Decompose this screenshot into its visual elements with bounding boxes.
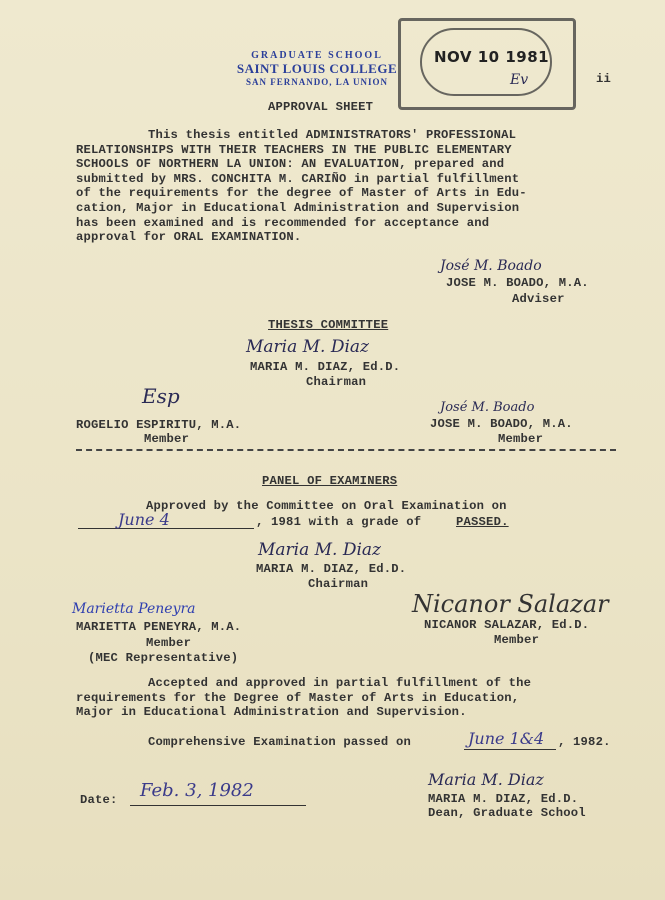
body-line: has been examined and is recommended for acceptance and (76, 215, 490, 230)
body-line: cation, Major in Educational Administration and Supervision (76, 200, 520, 215)
panel-member2-role: Member (494, 633, 540, 647)
committee-member2-role: Member (498, 432, 544, 446)
committee-chairman-signature: Maria M. Diaz (246, 337, 370, 357)
body-line: of the requirements for the degree of Master of Arts in Edu- (76, 186, 527, 201)
committee-chairman-name: MARIA M. DIAZ, Ed.D. (250, 360, 401, 374)
panel-member1-name: MARIETTA PENEYRA, M.A. (76, 620, 242, 634)
panel-member2-signature: Nicanor Salazar (412, 590, 609, 618)
panel-grade: PASSED. (456, 515, 509, 529)
panel-approved-text: Approved by the Committee on Oral Examination on (146, 499, 507, 513)
committee-member2-name: JOSE M. BOADO, M.A. (430, 417, 573, 431)
acceptance-line: Accepted and approved in partial fulfillment of the (148, 676, 532, 690)
committee-member1-signature: Esp (142, 384, 180, 408)
page-number: ii (596, 72, 612, 86)
panel-chairman-signature: Maria M. Diaz (258, 540, 382, 560)
letterhead-line-1: GRADUATE SCHOOL (251, 50, 383, 61)
committee-member1-role: Member (144, 432, 190, 446)
date-line (130, 805, 306, 806)
body-line: SCHOOLS OF NORTHERN LA UNION: AN EVALUATION, prepared and (76, 157, 505, 172)
panel-chairman-name: MARIA M. DIAZ, Ed.D. (256, 562, 407, 576)
panel-heading: PANEL OF EXAMINERS (262, 474, 398, 488)
panel-member1-signature: Marietta Peneyra (72, 601, 196, 617)
letterhead-line-3: SAN FERNANDO, LA UNION (245, 77, 388, 87)
acceptance-line: Major in Educational Administration and Supervision. (76, 705, 467, 720)
adviser-name: JOSE M. BOADO, M.A. (446, 276, 589, 290)
body-line: RELATIONSHIPS WITH THEIR TEACHERS IN THE PUBLIC ELEMENTARY (76, 142, 512, 157)
acceptance-line: requirements for the Degree of Master of Arts in Education, (76, 690, 520, 705)
comprehensive-date-line (464, 749, 556, 750)
dean-signature: Maria M. Diaz (428, 770, 544, 789)
stamp-date: NOV 10 1981 (434, 48, 550, 66)
body-line: approval for ORAL EXAMINATION. (76, 230, 302, 245)
date-label: Date: (80, 793, 118, 807)
body-line: This thesis entitled ADMINISTRATORS' PROFESSIONAL (148, 128, 517, 142)
dean-role: Dean, Graduate School (428, 806, 586, 820)
committee-member2-signature: José M. Boado (440, 400, 535, 415)
section-divider (76, 449, 616, 451)
panel-chairman-role: Chairman (308, 577, 369, 591)
comprehensive-year: , 1982. (558, 735, 611, 749)
letterhead (222, 50, 412, 87)
date-handwritten: Feb. 3, 1982 (140, 780, 254, 801)
comprehensive-text: Comprehensive Examination passed on (148, 735, 411, 749)
body-line: submitted by MRS. CONCHITA M. CARIÑO in partial fulfillment (76, 171, 520, 186)
committee-member1-name: ROGELIO ESPIRITU, M.A. (76, 418, 242, 432)
body-paragraph (76, 128, 527, 245)
panel-year-text: , 1981 with a grade of (256, 515, 422, 529)
panel-member1-note: (MEC Representative) (88, 651, 239, 665)
page-title: APPROVAL SHEET (268, 100, 374, 114)
panel-date-handwritten: June 4 (118, 510, 170, 529)
letterhead-line-2: SAINT LOUIS COLLEGE (236, 61, 398, 76)
adviser-signature: José M. Boado (440, 258, 542, 274)
panel-member1-role: Member (146, 636, 192, 650)
dean-name: MARIA M. DIAZ, Ed.D. (428, 792, 579, 806)
acceptance-paragraph (76, 676, 531, 720)
thesis-committee-heading: THESIS COMMITTEE (268, 318, 389, 332)
adviser-role: Adviser (512, 292, 565, 306)
committee-chairman-role: Chairman (306, 375, 367, 389)
comprehensive-date-handwritten: June 1&4 (468, 729, 545, 748)
panel-member2-name: NICANOR SALAZAR, Ed.D. (424, 618, 590, 632)
stamp-initials: Ev (510, 72, 529, 88)
